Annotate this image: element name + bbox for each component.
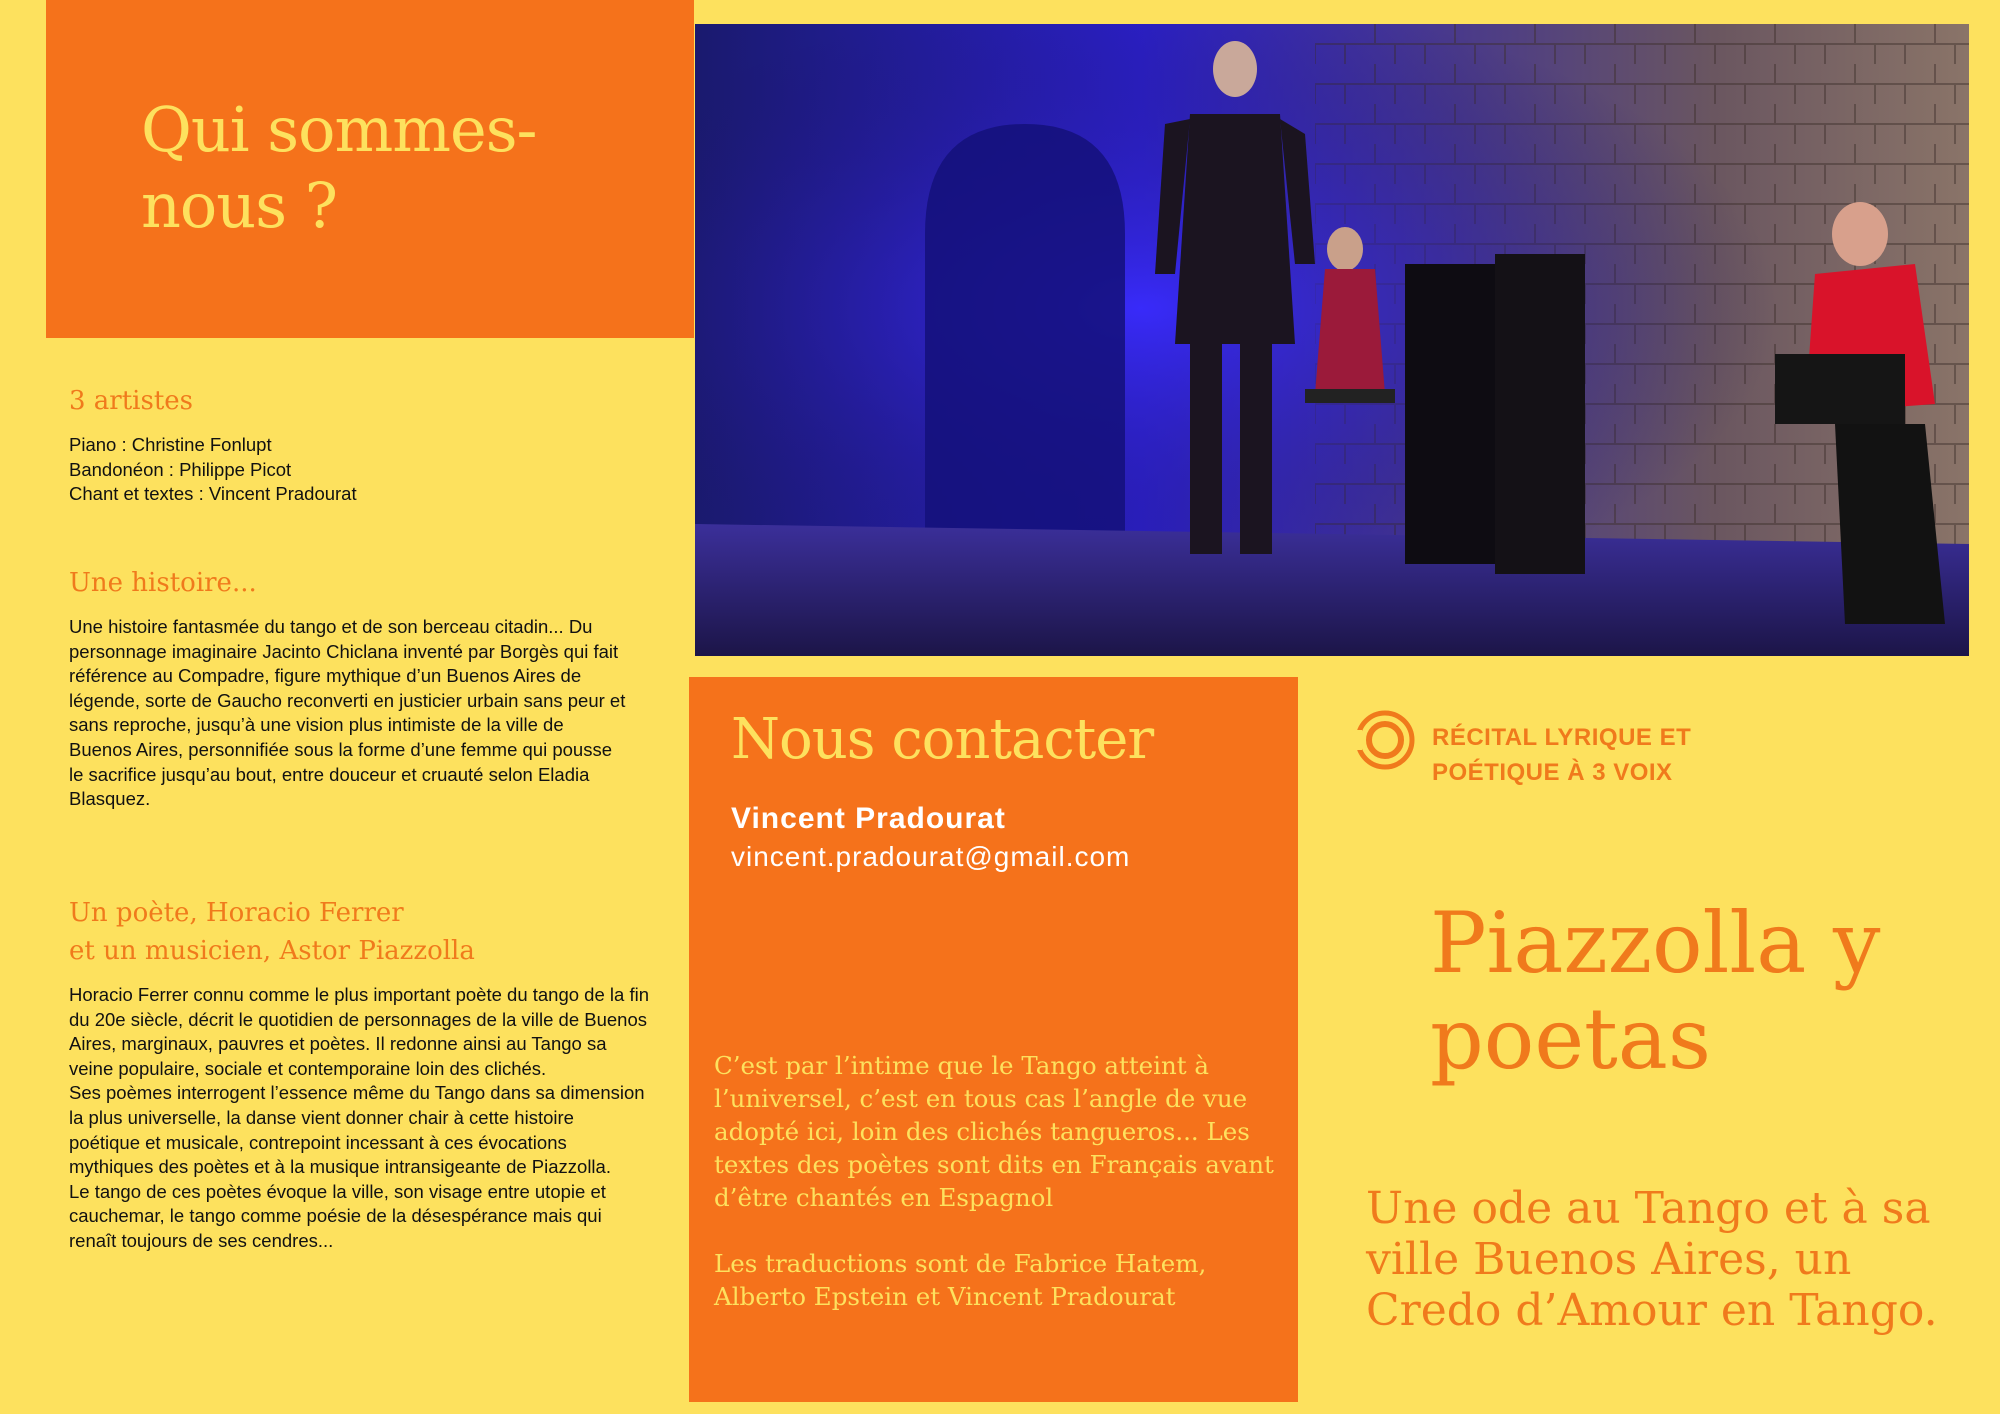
contact-title: Nous contacter — [731, 707, 1154, 772]
recital-label — [1432, 720, 1852, 790]
tagline-line2: ville Buenos Aires, un — [1366, 1234, 1852, 1285]
stage-photo-illustration — [695, 24, 1969, 656]
poet-paragraph: Le tango de ces poètes évoque la ville, son visage entre utopie et cauchemar, le tango comme poésie de la désespérance mais qui renaît toujours de ses cendres... — [69, 1180, 606, 1251]
contact-panel — [689, 677, 1298, 1402]
contact-translations-text: Les traductions sont de Fabrice Hatem, Alberto Epstein et Vincent Pradourat — [714, 1249, 1207, 1311]
artists-list — [69, 433, 629, 507]
contact-email-link[interactable]: vincent.pradourat@gmail.com — [731, 841, 1131, 872]
history-heading: Une histoire... — [69, 568, 257, 598]
recital-label-line2: POÉTIQUE À 3 VOIX — [1432, 759, 1673, 786]
page-title: Qui sommes-nous ? — [141, 93, 537, 242]
artist-bandoneon: Bandonéon : Philippe Picot — [69, 458, 292, 480]
tagline — [1366, 1183, 1986, 1336]
poet-paragraph: Ses poèmes interrogent l’essence même du Tango dans sa dimension la plus universelle, la danse vient donner chair à cette histoire poétique et musicale, contrepoint incessant à ces évocations mythiques des poètes et à la musique intransigeante de Piazzolla. — [69, 1082, 645, 1178]
contact-blurb-text: C’est par l’intime que le Tango atteint à l’universel, c’est en tous cas l’angle de vue adopté ici, loin des clichés tangueros... Les textes des poètes sont dits en Français avant d’être chantés en Espagnol — [714, 1051, 1274, 1212]
artist-vocals: Chant et textes : Vincent Pradourat — [69, 483, 357, 505]
poet-heading-line1: Un poète, Horacio Ferrer — [69, 898, 404, 928]
title-panel — [46, 0, 694, 338]
show-title: Piazzolla y poetas — [1430, 894, 1881, 1088]
tagline-line1: Une ode au Tango et à sa — [1366, 1183, 1931, 1234]
recital-label-line1: RÉCITAL LYRIQUE ET — [1432, 724, 1692, 751]
contact-blurb — [714, 1049, 1284, 1313]
poet-text — [69, 983, 649, 1254]
poet-heading — [69, 894, 629, 970]
history-text: Une histoire fantasmée du tango et de son berceau citadin... Du personnage imaginaire Jacinto Chiclana inventé par Borgès qui fait référence au Compadre, figure mythique d’un Buenos Aires de légende, sorte de Gaucho reconverti en justicier urbain sans peur et sans reproche, jusqu’à une vision plus intimiste de la ville de Buenos Aires, personnifiée sous la forme d’une femme qui pousse le sacrifice jusqu’au bout, entre douceur et cruauté selon Eladia Blasquez. — [69, 616, 626, 810]
target-icon — [1354, 705, 1416, 775]
poet-paragraph: Horacio Ferrer connu comme le plus important poète du tango de la fin du 20e siècle, décrit le quotidien de personnages de la ville de Buenos Aires, marginaux, pauvres et poètes. Il redonne ainsi au Tango sa veine populaire, sociale et contemporaine loin des clichés. — [69, 984, 649, 1079]
poet-heading-line2: et un musicien, Astor Piazzolla — [69, 936, 475, 966]
stage-performance-photo — [695, 24, 1969, 656]
artist-piano: Piano : Christine Fonlupt — [69, 434, 272, 455]
artists-heading: 3 artistes — [69, 386, 194, 416]
contact-name: Vincent Pradourat — [731, 802, 1006, 835]
tagline-line3: Credo d’Amour en Tango. — [1366, 1285, 1938, 1336]
